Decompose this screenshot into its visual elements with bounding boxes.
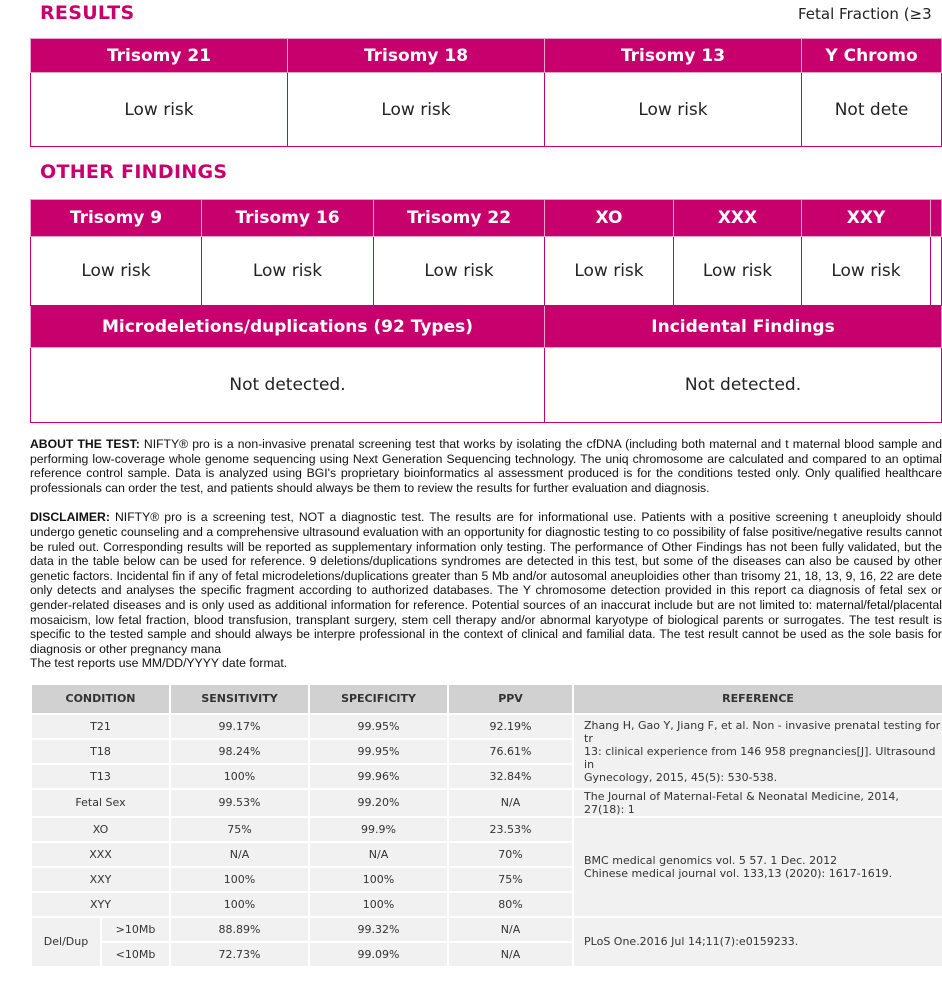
microdel-header: Microdeletions/duplications (92 Types) xyxy=(31,306,545,348)
other-header-xxx: XXX xyxy=(674,200,802,237)
result-trisomy-21: Low risk xyxy=(31,73,288,147)
specificity-cell: 99.96% xyxy=(309,764,448,789)
result-trisomy-18: Low risk xyxy=(288,73,545,147)
microdel-result: Not detected. xyxy=(31,348,545,423)
other-trisomy-16: Low risk xyxy=(202,237,374,306)
sensitivity-cell: 100% xyxy=(170,892,309,917)
sensitivity-cell: 99.53% xyxy=(170,789,309,817)
about-heading: ABOUT THE TEST: xyxy=(30,437,140,451)
condition-cell: XYY xyxy=(31,892,170,917)
disclaimer xyxy=(30,510,942,656)
specificity-cell: 100% xyxy=(309,892,448,917)
condition-cell: Del/Dup xyxy=(31,917,101,967)
other-header-trisomy-22: Trisomy 22 xyxy=(374,200,545,237)
result-y-chromosome: Not dete xyxy=(802,73,942,147)
specificity-cell: 99.32% xyxy=(309,917,448,942)
sensitivity-cell: 88.89% xyxy=(170,917,309,942)
date-format-note: The test reports use MM/DD/YYYY date format. xyxy=(30,656,288,671)
ppv-cell: 80% xyxy=(448,892,573,917)
results-header-trisomy-13: Trisomy 13 xyxy=(545,39,802,73)
other-findings-table xyxy=(30,199,942,423)
other-header-trisomy-9: Trisomy 9 xyxy=(31,200,202,237)
ppv-cell: N/A xyxy=(448,917,573,942)
reference-line: Zhang H, Gao Y, Jiang F, et al. Non - invasive prenatal testing for tr xyxy=(584,718,941,745)
reference-cell xyxy=(573,817,942,917)
reference-line: BMC medical genomics vol. 5 57. 1 Dec. 2012 xyxy=(584,853,838,867)
reference-line: 13: clinical experience from 146 958 pregnancies[J]. Ultrasound in xyxy=(584,744,936,771)
reference-cell: PLoS One.2016 Jul 14;11(7):e0159233. xyxy=(573,917,942,967)
other-header-xo: XO xyxy=(545,200,674,237)
ppv-cell: 32.84% xyxy=(448,764,573,789)
sensitivity-cell: 72.73% xyxy=(170,942,309,967)
table-row xyxy=(31,789,942,817)
reference-cell xyxy=(573,714,942,789)
header-condition: CONDITION xyxy=(31,684,170,714)
specificity-cell: 99.20% xyxy=(309,789,448,817)
lower-content xyxy=(30,437,942,968)
reference-line: Chinese medical journal vol. 133,13 (2020): 1617-1619. xyxy=(584,866,893,880)
condition-cell: XO xyxy=(31,817,170,842)
header-reference: REFERENCE xyxy=(573,684,942,714)
specificity-cell: 99.9% xyxy=(309,817,448,842)
sensitivity-cell: 98.24% xyxy=(170,739,309,764)
other-trisomy-22: Low risk xyxy=(374,237,545,306)
ppv-cell: N/A xyxy=(448,942,573,967)
specificity-cell: 99.95% xyxy=(309,714,448,739)
ppv-cell: 76.61% xyxy=(448,739,573,764)
specificity-cell: 99.95% xyxy=(309,739,448,764)
other-header-extra xyxy=(931,200,942,237)
specificity-cell: N/A xyxy=(309,842,448,867)
incidental-result: Not detected. xyxy=(545,348,942,423)
table-row xyxy=(31,714,942,739)
other-header-trisomy-16: Trisomy 16 xyxy=(202,200,374,237)
sensitivity-cell: N/A xyxy=(170,842,309,867)
disclaimer-text: NIFTY® pro is a screening test, NOT a diagnostic test. The results are for informational use. Patients with a positive screening t aneuploidy should undergo genetic counseling and a comprehensive ultrasound evaluation with an opportunity for diagnostic testing to co possibility of false positive/negative results cannot be ruled out. Corresponding results will be reported as supplementary information only testing. The performance of Other Findings has not been fully validated, but the data in the table below can be used for reference. 9 deletions/duplications syndromes are detected in this test, but some of the diseases can also be caused by other genetic factors. Incidental fin if any of fetal microdeletions/duplications greater than 5 Mb and/or autosomal aneuploidies other than trisomy 21, 18, 13, 9, 16, 22 are dete only detects and analyses the specific fragment according to authorized databases. The Y chromosome detection provided in this report ca diagnosis of fetal sex or gender-related diseases and is only used as additional information for reference. Potential sources of an inaccurat include but are not limited to: maternal/fetal/placental mosaicism, low fetal fraction, blood transfusion, transplant surgery, stem cell therapy and/or abnormal karyotype of biological parents or surrogates. The test result is specific to the tested sample and should always be interpre professional in the context of clinical and familial data. The test result cannot be used as the sole basis for diagnosis or other pregnancy mana xyxy=(30,510,942,656)
other-trisomy-9: Low risk xyxy=(31,237,202,306)
disclaimer-heading: DISCLAIMER: xyxy=(30,510,110,525)
other-findings-title: OTHER FINDINGS xyxy=(40,161,228,183)
fetal-fraction-label: Fetal Fraction (≥3 xyxy=(798,5,932,23)
ppv-cell: 92.19% xyxy=(448,714,573,739)
specificity-cell: 100% xyxy=(309,867,448,892)
reference-cell: The Journal of Maternal-Fetal & Neonatal Medicine, 2014, 27(18): 1 xyxy=(573,789,942,817)
header-sensitivity: SENSITIVITY xyxy=(170,684,309,714)
ppv-cell: 23.53% xyxy=(448,817,573,842)
reference-line: Gynecology, 2015, 45(5): 530-538. xyxy=(584,770,778,784)
ppv-cell: N/A xyxy=(448,789,573,817)
results-header-y-chromosome: Y Chromo xyxy=(802,39,942,73)
other-extra xyxy=(931,237,942,306)
condition-cell: XXY xyxy=(31,867,170,892)
condition-cell: Fetal Sex xyxy=(31,789,170,817)
result-trisomy-13: Low risk xyxy=(545,73,802,147)
table-row xyxy=(31,917,942,942)
results-header-trisomy-21: Trisomy 21 xyxy=(31,39,288,73)
about-text: NIFTY® pro is a non-invasive prenatal screening test that works by isolating the cfDNA (including both maternal and t maternal blood sample and performing low-coverage whole genome sequencing using Next Generation Sequencing technology. The uniq chromosome are calculated and compared to an optimal reference control sample. Data is analyzed using BGI's proprietary bioinformatics al assessment produced is for the conditions tested only. Only qualified healthcare professionals can order the test, and patients should always be them to review the results for further evaluation and diagnosis. xyxy=(30,437,942,495)
sensitivity-cell: 75% xyxy=(170,817,309,842)
condition-cell: T21 xyxy=(31,714,170,739)
results-title: RESULTS xyxy=(40,2,135,24)
other-header-xxy: XXY xyxy=(802,200,931,237)
sensitivity-cell: 100% xyxy=(170,867,309,892)
results-header-trisomy-18: Trisomy 18 xyxy=(288,39,545,73)
condition-cell: T13 xyxy=(31,764,170,789)
table-row xyxy=(31,817,942,842)
ppv-cell: 75% xyxy=(448,867,573,892)
other-xxx: Low risk xyxy=(674,237,802,306)
header-ppv: PPV xyxy=(448,684,573,714)
sensitivity-cell: 99.17% xyxy=(170,714,309,739)
incidental-header: Incidental Findings xyxy=(545,306,942,348)
performance-table xyxy=(30,683,942,968)
header-specificity: SPECIFICITY xyxy=(309,684,448,714)
other-xo: Low risk xyxy=(545,237,674,306)
other-xxy: Low risk xyxy=(802,237,931,306)
subcondition-cell: <10Mb xyxy=(101,942,170,967)
condition-cell: XXX xyxy=(31,842,170,867)
sensitivity-cell: 100% xyxy=(170,764,309,789)
subcondition-cell: >10Mb xyxy=(101,917,170,942)
results-table xyxy=(30,38,942,147)
specificity-cell: 99.09% xyxy=(309,942,448,967)
condition-cell: T18 xyxy=(31,739,170,764)
about-the-test xyxy=(30,437,942,495)
ppv-cell: 70% xyxy=(448,842,573,867)
